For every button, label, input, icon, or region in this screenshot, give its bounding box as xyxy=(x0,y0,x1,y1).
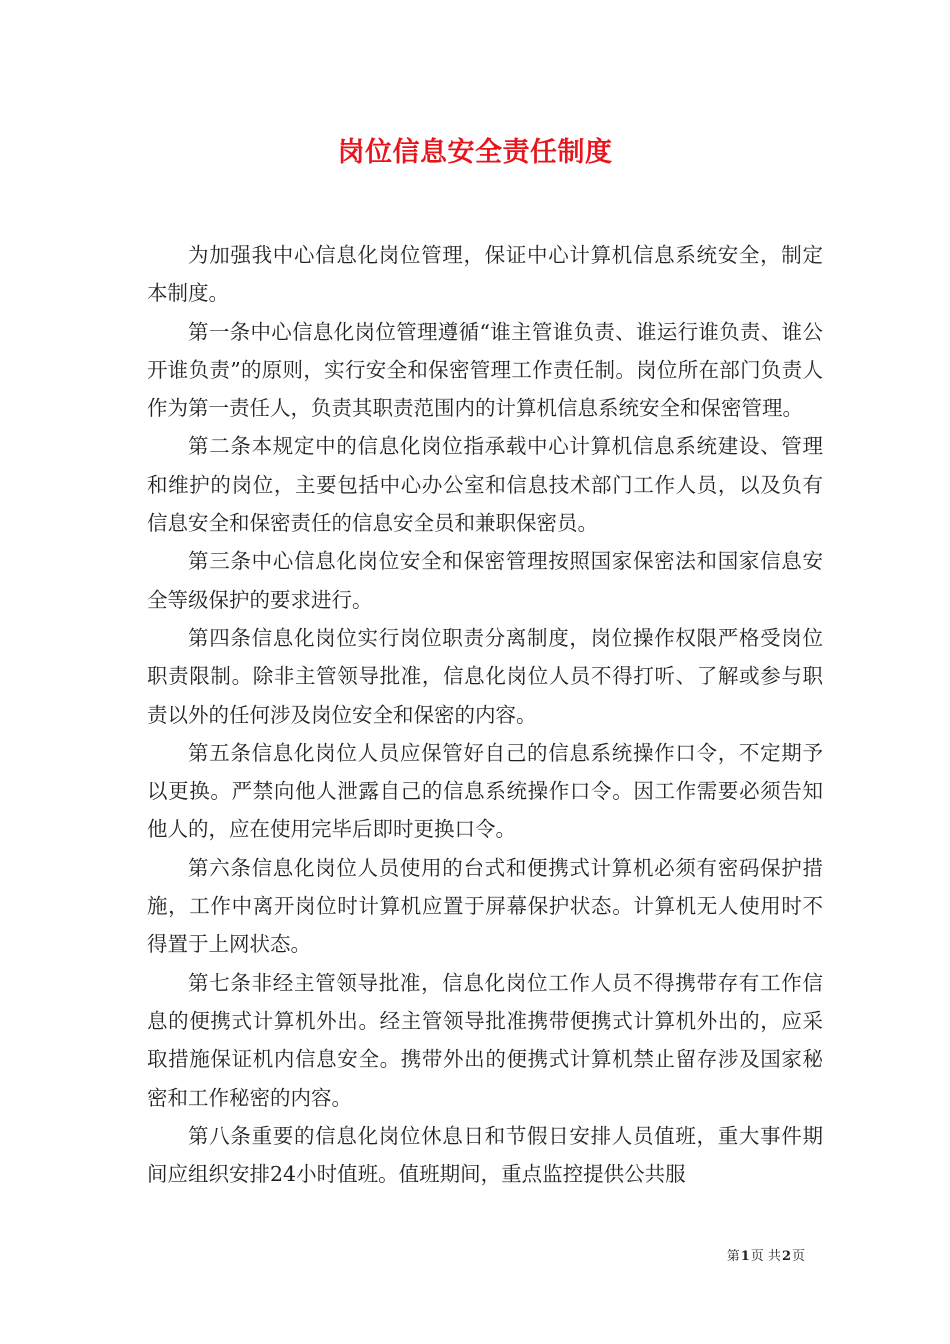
article-8-paragraph: 第八条重要的信息化岗位休息日和节假日安排人员值班，重大事件期间应组织安排24小时值班。值班期间，重点监控提供公共服 xyxy=(147,1123,823,1187)
article-4-paragraph: 第四条信息化岗位实行岗位职责分离制度，岗位操作权限严格受岗位职责限制。除非主管领导批准，信息化岗位人员不得打听、了解或参与职责以外的任何涉及岗位安全和保密的内容。 xyxy=(147,625,823,727)
page-footer xyxy=(727,1245,805,1264)
footer-middle: 页 共 xyxy=(750,1249,781,1264)
article-2-paragraph: 第二条本规定中的信息化岗位指承载中心计算机信息系统建设、管理和维护的岗位，主要包括中心办公室和信息技术部门工作人员，以及负有信息安全和保密责任的信息安全员和兼职保密员。 xyxy=(147,434,823,536)
document-title: 岗位信息安全责任制度 xyxy=(337,137,613,168)
article-1-paragraph: 第一条中心信息化岗位管理遵循“谁主管谁负责、谁运行谁负责、谁公开谁负责”的原则，实行安全和保密管理工作责任制。岗位所在部门负责人作为第一责任人，负责其职责范围内的计算机信息系统安全和保密管理。 xyxy=(147,319,823,421)
article-6-paragraph: 第六条信息化岗位人员使用的台式和便携式计算机必须有密码保护措施，工作中离开岗位时计算机应置于屏幕保护状态。计算机无人使用时不得置于上网状态。 xyxy=(147,855,823,957)
intro-paragraph: 为加强我中心信息化岗位管理，保证中心计算机信息系统安全，制定本制度。 xyxy=(147,243,823,306)
article-5-paragraph: 第五条信息化岗位人员应保管好自己的信息系统操作口令，不定期予以更换。严禁向他人泄露自己的信息系统操作口令。因工作需要必须告知他人的，应在使用完毕后即时更换口令。 xyxy=(147,740,823,842)
article-7-paragraph: 第七条非经主管领导批准，信息化岗位工作人员不得携带存有工作信息的便携式计算机外出。经主管领导批准携带便携式计算机外出的，应采取措施保证机内信息安全。携带外出的便携式计算机禁止留存涉及国家秘密和工作秘密的内容。 xyxy=(147,970,823,1110)
document-body xyxy=(147,236,823,1193)
current-page-number: 1 xyxy=(740,1249,750,1264)
footer-suffix: 页 xyxy=(791,1249,805,1264)
footer-prefix: 第 xyxy=(726,1249,740,1264)
article-3-paragraph: 第三条中心信息化岗位安全和保密管理按照国家保密法和国家信息安全等级保护的要求进行。 xyxy=(147,549,823,612)
total-pages-number: 2 xyxy=(781,1249,791,1264)
